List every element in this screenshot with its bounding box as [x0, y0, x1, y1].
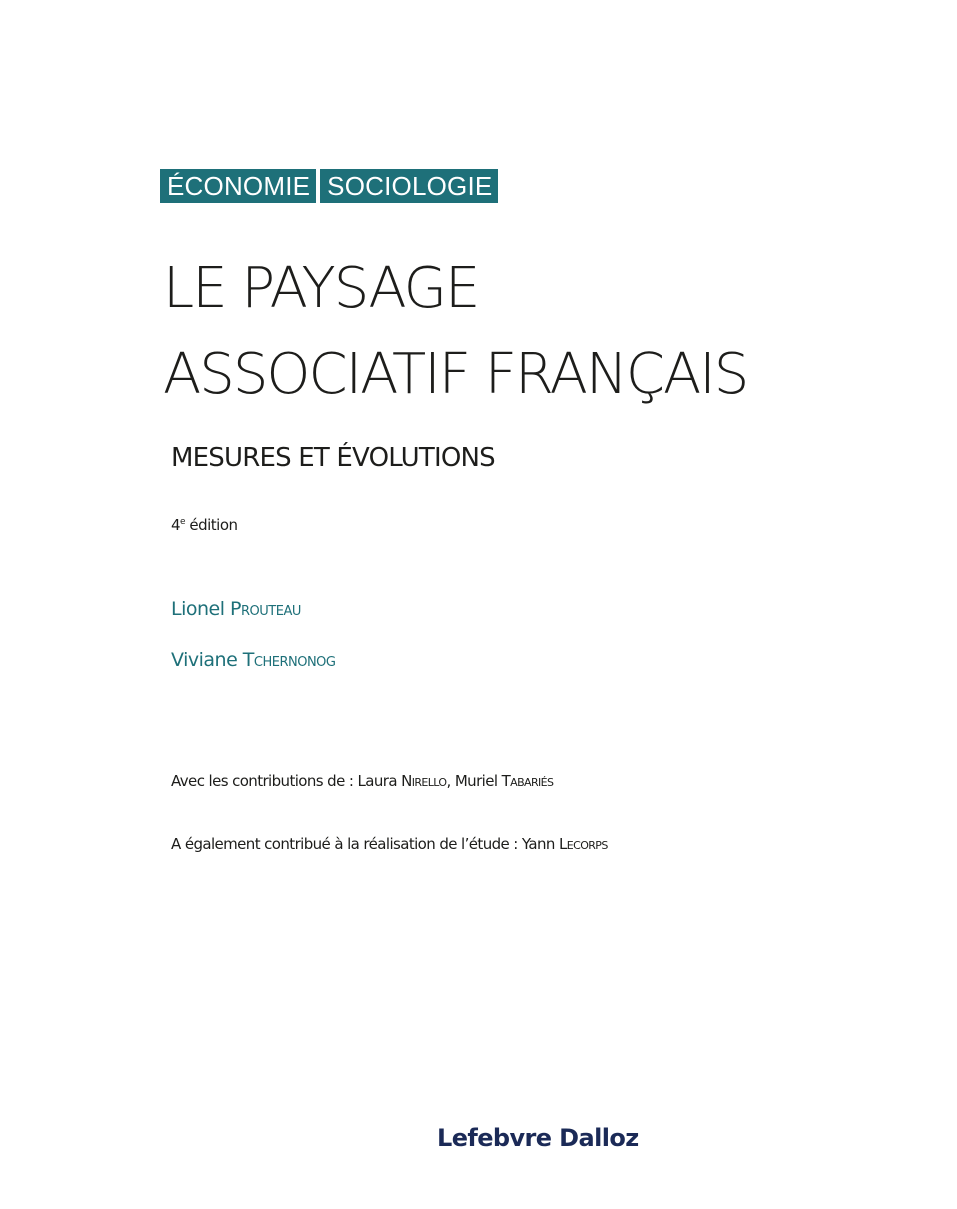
also-contributed-line — [171, 835, 608, 853]
edition-label — [171, 516, 238, 534]
author-1-last-name: Prouteau — [230, 598, 301, 620]
author-2 — [171, 649, 336, 671]
author-1-first-name: Lionel — [171, 598, 231, 620]
series-label-economie: ÉCONOMIE — [160, 169, 316, 203]
author-2-last-name: Tchernonog — [242, 649, 336, 671]
contributions-middle: , Muriel — [446, 772, 502, 790]
book-subtitle: MESURES ET ÉVOLUTIONS — [171, 443, 495, 473]
edition-suffix: e — [180, 517, 186, 527]
book-title — [163, 246, 747, 418]
series-banner — [160, 169, 498, 203]
author-1 — [171, 598, 301, 620]
edition-number: 4 — [171, 516, 181, 534]
publisher-logo: Lefebvre Dalloz — [437, 1124, 639, 1152]
contributor-2-last-name: Tabariés — [501, 772, 554, 790]
also-contributed-last-name: Lecorps — [559, 835, 608, 853]
contributions-line — [171, 772, 553, 790]
book-title-line-2: ASSOCIATIF FRANÇAIS — [163, 342, 748, 407]
contributions-prefix: Avec les contributions de : Laura — [171, 772, 402, 790]
series-label-sociologie: SOCIOLOGIE — [320, 169, 498, 203]
book-title-line-1: LE PAYSAGE — [163, 256, 479, 321]
contributor-1-last-name: Nirello — [401, 772, 447, 790]
author-2-first-name: Viviane — [171, 649, 243, 671]
also-contributed-prefix: A également contribué à la réalisation de l’étude : Yann — [171, 835, 560, 853]
edition-text: édition — [185, 516, 238, 534]
